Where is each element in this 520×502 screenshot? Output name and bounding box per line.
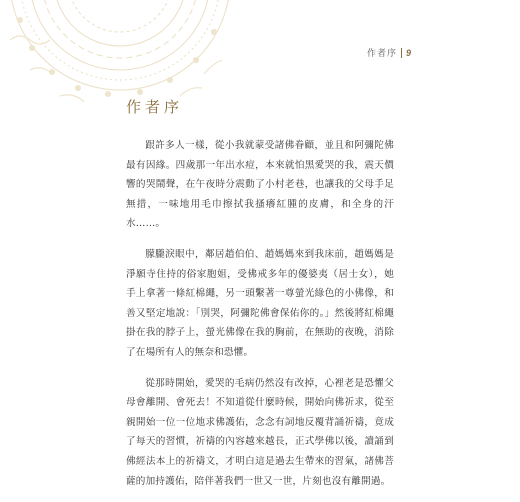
- paragraph-3: 從那時開始，愛哭的毛病仍然沒有改掉，心裡老是恐懼父母會離開、會死去！不知道從什麼時候，開始向佛祈求，從至親開始一位一位地求佛護佑，念念有詞地反覆背誦祈禱，竟成了每天的習慣，祈禱的內容越來越長，正式學佛以後，讀誦到佛經法本上的祈禱文，才明白這是過去生帶來的習氣，諸佛菩薩的加持護佑，陪伴著我們一世又一世，片刻也沒有離開過。: [126, 377, 394, 487]
- body-text: [126, 136, 394, 502]
- header-divider: [401, 48, 402, 58]
- running-header: [367, 46, 412, 59]
- paragraph-2: 朦朧淚眼中，鄰居趙伯伯、趙媽媽來到我床前，趙媽媽是淨願寺住持的俗家胞姐，受佛戒多年的優婆夷（居士女），她手上拿著一條紅棉繩，另一頭繫著一尊螢光綠色的小佛像，和善又堅定地說：「別哭，阿彌陀佛會保佑你的。」然後將紅棉繩掛在我的脖子上，螢光佛像在我的胸前，在無助的夜晚，消除了在場所有人的無奈和恐懼。: [126, 248, 394, 358]
- decorative-ornament-graphic: [0, 0, 230, 120]
- paragraph-1: 跟許多人一樣，從小我就蒙受諸佛眷顧，並且和阿彌陀佛最有因緣。四歲那一年出水痘，本來就怕黑愛哭的我，震天價響的哭鬧聲，在午夜時分震動了小村老巷，也讓我的父母手足無措，一味地用毛巾擦拭我搔癢紅腫的皮膚，和全身的汗水……。: [126, 140, 394, 230]
- chapter-title: 作者序: [126, 98, 184, 116]
- page-number: 9: [405, 47, 412, 58]
- header-section-title: 作者序: [366, 49, 397, 59]
